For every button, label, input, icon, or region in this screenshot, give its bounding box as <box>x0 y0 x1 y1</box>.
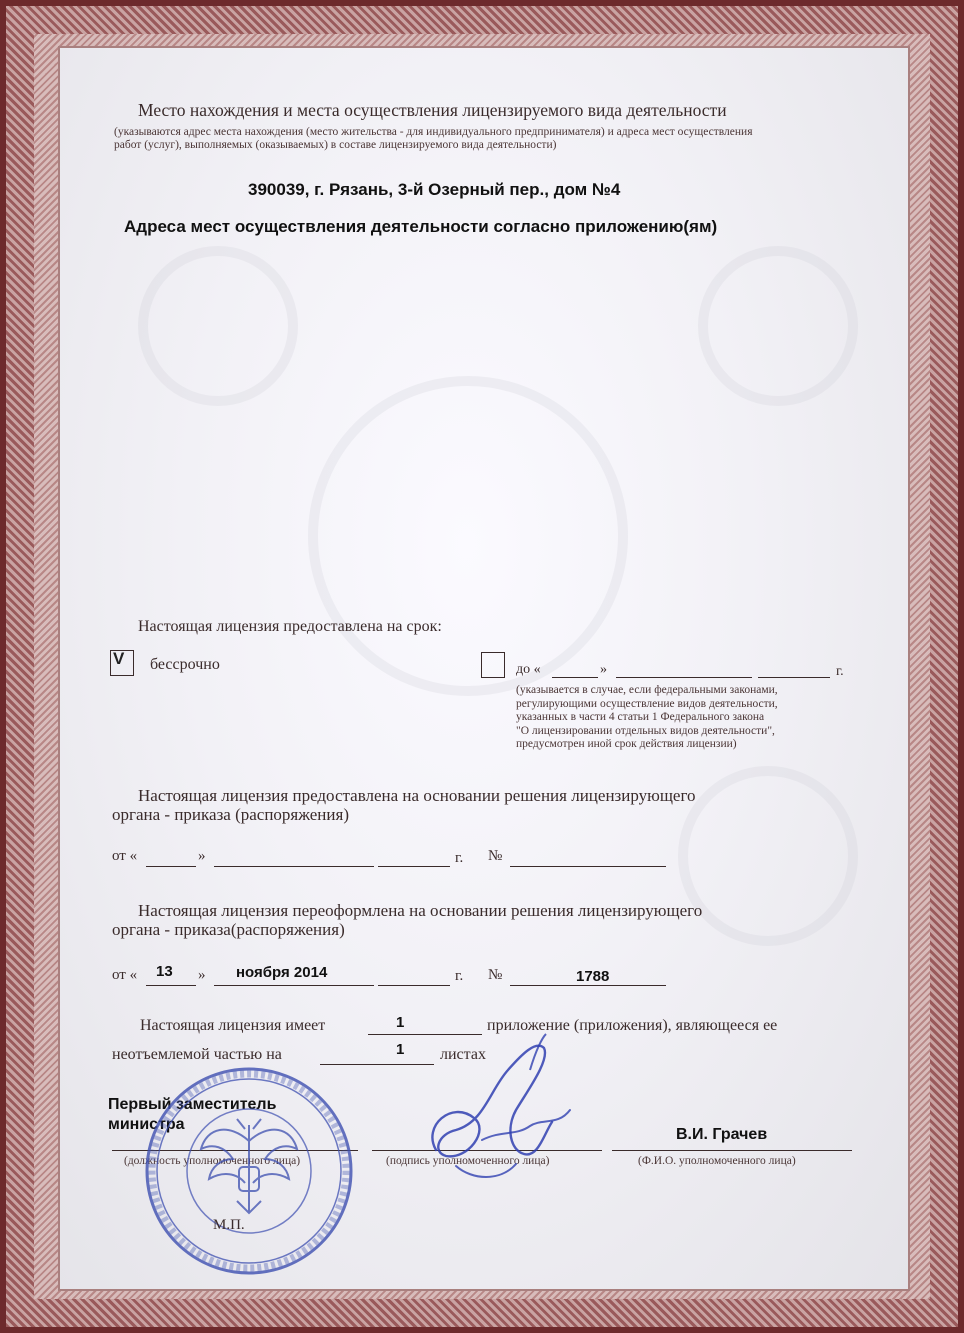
name-caption: (Ф.И.О. уполномоченного лица) <box>638 1155 796 1167</box>
until-year-line <box>758 677 830 678</box>
reissued-year-suffix: г. <box>455 968 464 984</box>
reissued-month-line <box>214 985 374 986</box>
granted-line1: Настоящая лицензия предоставлена на основании решения лицензирующего <box>138 786 696 805</box>
watermark-emblem <box>698 246 858 406</box>
appendix-line2-prefix: неотъемлемой частью на <box>112 1046 282 1063</box>
position-line1: Первый заместитель <box>108 1096 277 1113</box>
granted-year-line <box>378 866 450 867</box>
watermark-emblem <box>678 766 858 946</box>
position-line2: министра <box>108 1116 185 1133</box>
unlimited-label: бессрочно <box>150 656 220 673</box>
granted-month-line <box>214 866 374 867</box>
reissued-line1: Настоящая лицензия переоформлена на основании решения лицензирующего <box>138 901 703 920</box>
until-month-line <box>616 677 752 678</box>
until-year-suffix: г. <box>836 664 844 679</box>
name-line <box>612 1150 852 1151</box>
granted-line2: органа - приказа (распоряжения) <box>112 805 349 824</box>
reissued-line2: органа - приказа(распоряжения) <box>112 920 345 939</box>
reissued-close-quote: » <box>198 967 206 983</box>
reissued-number-line <box>510 985 666 986</box>
address-value: 390039, г. Рязань, 3-й Озерный пер., дом №4 <box>248 180 621 199</box>
handwritten-signature <box>412 1030 582 1190</box>
seal-label: М.П. <box>213 1217 245 1233</box>
signature-caption: (подпись уполномоченного лица) <box>386 1155 550 1167</box>
until-label: до « <box>516 662 541 677</box>
appendix-prefix: Настоящая лицензия имеет <box>140 1017 326 1034</box>
reissued-day-value: 13 <box>156 963 173 980</box>
appendix-suffix: приложение (приложения), являющееся ее <box>487 1017 778 1034</box>
granted-from-label: от « <box>112 848 138 864</box>
term-note-line: предусмотрен иной срок действия лицензии) <box>516 738 737 750</box>
location-note-line1: (указываются адрес места нахождения (место жительства - для индивидуального предпринимателя) и адреса мест осуществления <box>114 126 753 138</box>
term-heading: Настоящая лицензия предоставлена на срок: <box>138 618 442 635</box>
reissued-number-value: 1788 <box>576 968 610 985</box>
position-caption: (должность уполномоченного лица) <box>124 1155 301 1167</box>
appendix-count-value: 1 <box>396 1014 405 1031</box>
granted-day-line <box>146 866 196 867</box>
until-day-line <box>552 677 598 678</box>
granted-number-label: № <box>488 848 503 864</box>
granted-close-quote: » <box>198 848 206 864</box>
reissued-year-line <box>378 985 450 986</box>
eagle-emblem-icon <box>201 1119 297 1213</box>
reissued-day-line <box>146 985 196 986</box>
term-note-line: указанных в части 4 статьи 1 Федерального закона <box>516 711 765 723</box>
reissued-month-year: ноября 2014 <box>236 964 328 981</box>
location-note-line2: работ (услуг), выполняемых (оказываемых) в составе лицензируемого вида деятельности) <box>114 139 557 151</box>
watermark-emblem <box>138 246 298 406</box>
check-mark: V <box>113 649 125 668</box>
appendix-sheets-label: листах <box>440 1046 486 1063</box>
term-note-line: "О лицензировании отдельных видов деятельности", <box>516 725 775 737</box>
appendix-sheets-value: 1 <box>396 1041 405 1058</box>
watermark-emblem <box>308 376 628 696</box>
reissued-number-label: № <box>488 967 503 983</box>
granted-number-line <box>510 866 666 867</box>
reissued-from-label: от « <box>112 967 138 983</box>
signatory-name: В.И. Грачев <box>676 1126 768 1143</box>
addresses-note: Адреса мест осуществления деятельности согласно приложению(ям) <box>124 217 718 236</box>
term-note-line: (указывается в случае, если федеральными законами, <box>516 684 778 696</box>
location-heading: Место нахождения и места осуществления лицензируемого вида деятельности <box>138 100 727 120</box>
until-checkbox <box>481 652 505 678</box>
term-note-line: регулирующими осуществление видов деятельности, <box>516 698 778 710</box>
granted-year-suffix: г. <box>455 850 464 866</box>
official-seal-stamp <box>141 1063 357 1279</box>
until-close-quote: » <box>600 662 607 677</box>
